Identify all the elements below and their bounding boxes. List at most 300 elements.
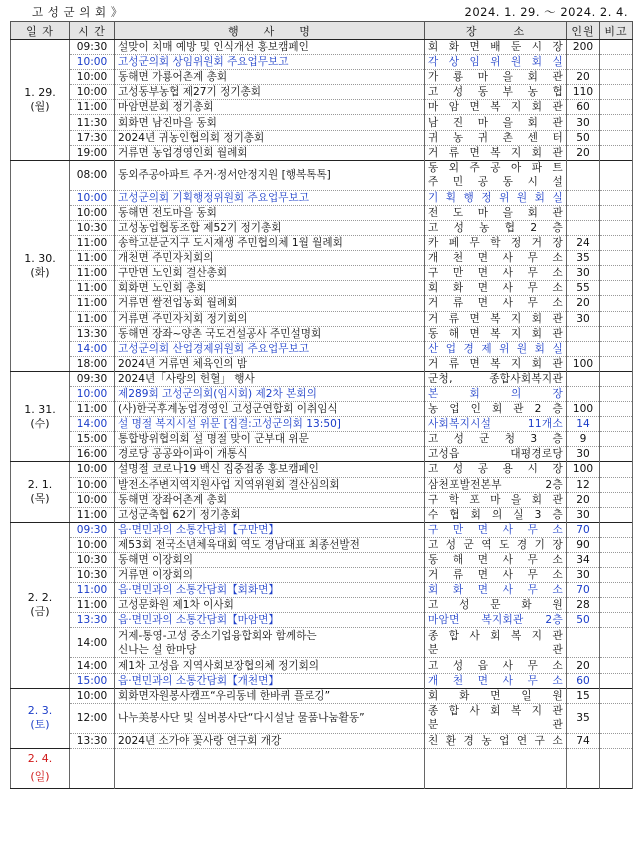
- table-row: [11, 402, 633, 417]
- weekday-label: (월): [30, 99, 50, 113]
- event-cell: 읍·면민과의 소통간담회【마암면】: [115, 613, 425, 628]
- time-cell: 10:00: [70, 492, 115, 507]
- weekday-label: (수): [30, 416, 50, 430]
- count-cell: [567, 160, 600, 190]
- time-cell: 13:30: [70, 613, 115, 628]
- count-cell: 12: [567, 477, 600, 492]
- time-cell: 10:00: [70, 70, 115, 85]
- note-cell: [600, 402, 633, 417]
- venue-cell: 마 암 면 복 지 회 관: [425, 100, 567, 115]
- note-cell: [600, 356, 633, 371]
- date-cell: [11, 748, 70, 788]
- period-range: 2024. 1. 29. ～ 2024. 2. 4.: [464, 5, 628, 19]
- table-row: [11, 522, 633, 537]
- event-cell: 고성문화원 제1차 이사회: [115, 598, 425, 613]
- table-row: [11, 55, 633, 70]
- event-cell: 설 명절 복지시설 위문 [집결:고성군의회 13:50]: [115, 417, 425, 432]
- venue-cell: 회 화 면 사 무 소: [425, 281, 567, 296]
- note-cell: [600, 85, 633, 100]
- note-cell: [600, 748, 633, 788]
- note-cell: [600, 537, 633, 552]
- event-cell: 읍·면민과의 소통간담회【회화면】: [115, 583, 425, 598]
- event-cell: 고성농업협동조합 제52기 정기총회: [115, 220, 425, 235]
- table-row: [11, 386, 633, 401]
- org-title: 고 성 군 의 회 》: [32, 5, 123, 19]
- table-row: [11, 160, 633, 190]
- time-cell: 11:00: [70, 281, 115, 296]
- header-note: 비고: [600, 22, 633, 40]
- venue-cell: 회 화 면 일 원: [425, 688, 567, 703]
- time-cell: 09:30: [70, 522, 115, 537]
- weekday-label: (금): [30, 605, 50, 619]
- event-cell: 제289회 고성군의회(임시회) 제2차 본회의: [115, 386, 425, 401]
- event-cell: 동해면 이장회의: [115, 553, 425, 568]
- count-cell: 30: [567, 115, 600, 130]
- count-cell: 20: [567, 658, 600, 673]
- event-cell: 고성군의회 산업경제위원회 주요업무보고: [115, 341, 425, 356]
- note-cell: [600, 70, 633, 85]
- date-cell: [11, 688, 70, 748]
- event-cell: 거류면 주민자치회 정기회의: [115, 311, 425, 326]
- note-cell: [600, 522, 633, 537]
- table-row: [11, 115, 633, 130]
- time-cell: 10:30: [70, 553, 115, 568]
- venue-cell: 친 환 경 농 업 연 구 소: [425, 733, 567, 748]
- table-row: [11, 658, 633, 673]
- venue-cell: 고 성 군 청 3 층: [425, 432, 567, 447]
- event-cell: 회화면자원봉사캠프“우리동네 한바퀴 플로깅”: [115, 688, 425, 703]
- count-cell: 20: [567, 70, 600, 85]
- count-cell: 200: [567, 40, 600, 55]
- count-cell: 100: [567, 462, 600, 477]
- venue-cell: 구 만 면 사 무 소: [425, 522, 567, 537]
- count-cell: [567, 326, 600, 341]
- event-cell: 읍·면민과의 소통간담회【개천면】: [115, 673, 425, 688]
- event-cell: 고성동부농협 제27기 정기총회: [115, 85, 425, 100]
- time-cell: 11:00: [70, 402, 115, 417]
- table-row: [11, 100, 633, 115]
- venue-cell: 각 상 임 위 원 회 실: [425, 55, 567, 70]
- weekday-label: (일): [30, 770, 50, 784]
- note-cell: [600, 703, 633, 733]
- note-cell: [600, 115, 633, 130]
- note-cell: [600, 55, 633, 70]
- venue-cell: 기 획 행 정 위 원 회 실: [425, 190, 567, 205]
- schedule-table: [10, 21, 633, 789]
- count-cell: [567, 371, 600, 386]
- note-cell: [600, 341, 633, 356]
- count-cell: 110: [567, 85, 600, 100]
- count-cell: 30: [567, 266, 600, 281]
- count-cell: 60: [567, 100, 600, 115]
- venue-cell: 귀 농 귀 촌 센 터: [425, 130, 567, 145]
- event-cell: 거류면 농업경영인회 월례회: [115, 145, 425, 160]
- time-cell: 17:30: [70, 130, 115, 145]
- time-cell: [70, 748, 115, 788]
- table-row: [11, 326, 633, 341]
- table-row: [11, 296, 633, 311]
- venue-line: 분 관: [428, 719, 563, 732]
- event-cell: 설명절 코로나19 백신 집중접종 홍보캠페인: [115, 462, 425, 477]
- venue-cell: [425, 703, 567, 733]
- note-cell: [600, 688, 633, 703]
- event-cell: 읍·면민과의 소통간담회【구만면】: [115, 522, 425, 537]
- venue-cell: 농 업 인 회 관 2 층: [425, 402, 567, 417]
- venue-cell: 고성읍 대평경로당: [425, 447, 567, 462]
- time-cell: 18:00: [70, 356, 115, 371]
- event-cell: 구만면 노인회 결산총회: [115, 266, 425, 281]
- event-cell: 나누美봉사단 및 실버봉사단“다시설날 물품나눔활동”: [115, 703, 425, 733]
- count-cell: 9: [567, 432, 600, 447]
- event-cell: 회화면 남진마을 동회: [115, 115, 425, 130]
- date-cell: [11, 522, 70, 688]
- venue-cell: [425, 160, 567, 190]
- time-cell: 11:00: [70, 598, 115, 613]
- count-cell: [567, 55, 600, 70]
- header-venue: 장 소: [425, 22, 567, 40]
- time-cell: 09:30: [70, 371, 115, 386]
- time-cell: 11:00: [70, 583, 115, 598]
- table-row: [11, 462, 633, 477]
- table-row: [11, 492, 633, 507]
- venue-cell: 동 해 면 복 지 회 관: [425, 326, 567, 341]
- note-cell: [600, 311, 633, 326]
- event-cell: [115, 748, 425, 788]
- table-row: [11, 130, 633, 145]
- note-cell: [600, 371, 633, 386]
- count-cell: 60: [567, 673, 600, 688]
- table-row: [11, 341, 633, 356]
- event-cell: 거류면 이장회의: [115, 568, 425, 583]
- table-row: [11, 628, 633, 658]
- venue-cell: 전 도 마 을 회 관: [425, 205, 567, 220]
- note-cell: [600, 205, 633, 220]
- table-row: [11, 688, 633, 703]
- time-cell: 10:00: [70, 190, 115, 205]
- time-cell: 19:00: [70, 145, 115, 160]
- time-cell: 11:00: [70, 236, 115, 251]
- date-cell: [11, 40, 70, 161]
- venue-cell: [425, 628, 567, 658]
- event-cell: 2024년 귀농인협의회 정기총회: [115, 130, 425, 145]
- note-cell: [600, 220, 633, 235]
- table-row: [11, 537, 633, 552]
- venue-cell: 거 류 면 복 지 회 관: [425, 311, 567, 326]
- event-cell: 제1차 고성읍 지역사회보장협의체 정기회의: [115, 658, 425, 673]
- count-cell: 30: [567, 311, 600, 326]
- date-label: 2. 3.: [27, 704, 53, 718]
- time-cell: 10:30: [70, 568, 115, 583]
- venue-cell: 마암면 복지회관 2층: [425, 613, 567, 628]
- note-cell: [600, 507, 633, 522]
- table-row: [11, 40, 633, 55]
- event-cell: 마암면분회 정기총회: [115, 100, 425, 115]
- time-cell: 11:00: [70, 251, 115, 266]
- note-cell: [600, 673, 633, 688]
- event-cell: 동외주공아파트 주거·정서안정지원 [행복톡톡]: [115, 160, 425, 190]
- table-row: [11, 251, 633, 266]
- date-cell: [11, 462, 70, 522]
- event-cell: [115, 628, 425, 658]
- table-row: [11, 205, 633, 220]
- venue-cell: 고 성 공 용 시 장: [425, 462, 567, 477]
- weekday-label: (목): [30, 492, 50, 506]
- venue-cell: 본 회 의 장: [425, 386, 567, 401]
- table-row: [11, 447, 633, 462]
- venue-cell: 산 업 경 제 위 원 회 실: [425, 341, 567, 356]
- venue-line: 종 합 사 회 복 지 관: [428, 705, 563, 718]
- event-cell: 제53회 전국소년체육대회 역도 경남대표 최종선발전: [115, 537, 425, 552]
- event-cell: 송학고분군지구 도시재생 주민협의체 1월 월례회: [115, 236, 425, 251]
- date-label: 2. 4.: [27, 752, 53, 766]
- note-cell: [600, 236, 633, 251]
- venue-cell: 거 류 면 사 무 소: [425, 296, 567, 311]
- table-row: [11, 598, 633, 613]
- date-label: 1. 31.: [24, 402, 56, 416]
- table-row: [11, 371, 633, 386]
- table-row: [11, 145, 633, 160]
- event-cell: 고성군축협 62기 정기총회: [115, 507, 425, 522]
- venue-cell: 삼천포발전본부 2층: [425, 477, 567, 492]
- note-cell: [600, 477, 633, 492]
- note-cell: [600, 386, 633, 401]
- venue-cell: 고 성 문 화 원: [425, 598, 567, 613]
- header-date: 일 자: [11, 22, 70, 40]
- count-cell: 24: [567, 236, 600, 251]
- venue-cell: 고 성 군 역 도 경 기 장: [425, 537, 567, 552]
- count-cell: [567, 341, 600, 356]
- note-cell: [600, 432, 633, 447]
- venue-cell: 수 협 회 의 실 3 층: [425, 507, 567, 522]
- note-cell: [600, 326, 633, 341]
- event-cell: 고성군의회 상임위원회 주요업무보고: [115, 55, 425, 70]
- event-cell: 2024년 소가야 꽃사랑 연구회 개강: [115, 733, 425, 748]
- venue-cell: 고 성 농 협 2 층: [425, 220, 567, 235]
- note-cell: [600, 598, 633, 613]
- schedule-body: [11, 40, 633, 789]
- time-cell: 14:00: [70, 628, 115, 658]
- event-cell: (사)한국후계농업경영인 고성군연합회 이취임식: [115, 402, 425, 417]
- time-cell: 09:30: [70, 40, 115, 55]
- time-cell: 10:00: [70, 477, 115, 492]
- venue-line: 종 합 사 회 복 지 관: [428, 629, 563, 642]
- note-cell: [600, 130, 633, 145]
- event-cell: 2024년 거류면 체육인의 밤: [115, 356, 425, 371]
- time-cell: 10:00: [70, 205, 115, 220]
- venue-cell: 개 천 면 사 무 소: [425, 673, 567, 688]
- table-row: [11, 236, 633, 251]
- venue-cell: 남 진 마 을 회 관: [425, 115, 567, 130]
- table-row: [11, 417, 633, 432]
- event-cell: 회화면 노인회 총회: [115, 281, 425, 296]
- note-cell: [600, 251, 633, 266]
- time-cell: 14:00: [70, 417, 115, 432]
- time-cell: 13:30: [70, 326, 115, 341]
- count-cell: 74: [567, 733, 600, 748]
- note-cell: [600, 447, 633, 462]
- note-cell: [600, 658, 633, 673]
- venue-line: 분 관: [428, 643, 563, 656]
- venue-cell: 카 페 무 학 정 거 장: [425, 236, 567, 251]
- venue-cell: 가 룡 마 을 회 관: [425, 70, 567, 85]
- time-cell: 14:00: [70, 658, 115, 673]
- table-row: [11, 583, 633, 598]
- venue-cell: 거 류 면 복 지 회 관: [425, 145, 567, 160]
- note-cell: [600, 733, 633, 748]
- table-row: [11, 356, 633, 371]
- time-cell: 11:00: [70, 296, 115, 311]
- table-row: [11, 568, 633, 583]
- count-cell: 50: [567, 130, 600, 145]
- note-cell: [600, 628, 633, 658]
- count-cell: 100: [567, 402, 600, 417]
- time-cell: 10:30: [70, 220, 115, 235]
- venue-cell: 거 류 면 복 지 회 관: [425, 356, 567, 371]
- table-row: [11, 553, 633, 568]
- event-cell: 2024년「사랑의 헌혈」 행사: [115, 371, 425, 386]
- event-cell: 통합방위협의회 설 명절 맞이 군부대 위문: [115, 432, 425, 447]
- time-cell: 10:00: [70, 85, 115, 100]
- count-cell: 100: [567, 356, 600, 371]
- event-cell: 발전소주변지역지원사업 지역위원회 결산심의회: [115, 477, 425, 492]
- table-row: [11, 281, 633, 296]
- empty-day-row: [11, 748, 633, 788]
- count-cell: 28: [567, 598, 600, 613]
- date-label: 2. 1.: [27, 478, 53, 492]
- note-cell: [600, 492, 633, 507]
- note-cell: [600, 100, 633, 115]
- count-cell: [567, 205, 600, 220]
- venue-cell: 회 화 면 배 둔 시 장: [425, 40, 567, 55]
- count-cell: 34: [567, 553, 600, 568]
- count-cell: 30: [567, 447, 600, 462]
- event-cell: 설맞이 치매 예방 및 인식개선 홍보캠페인: [115, 40, 425, 55]
- date-label: 2. 2.: [27, 591, 53, 605]
- count-cell: 50: [567, 613, 600, 628]
- note-cell: [600, 613, 633, 628]
- time-cell: 16:00: [70, 447, 115, 462]
- note-cell: [600, 160, 633, 190]
- header-time: 시 간: [70, 22, 115, 40]
- note-cell: [600, 553, 633, 568]
- table-row: [11, 733, 633, 748]
- venue-line: 주 민 공 동 시 설: [428, 176, 563, 189]
- table-row: [11, 220, 633, 235]
- count-cell: 35: [567, 703, 600, 733]
- count-cell: 20: [567, 492, 600, 507]
- event-cell: 동해면 가룡어촌계 총회: [115, 70, 425, 85]
- count-cell: [567, 220, 600, 235]
- venue-cell: 구 학 포 마 을 회 관: [425, 492, 567, 507]
- time-cell: 10:00: [70, 537, 115, 552]
- venue-cell: [425, 748, 567, 788]
- venue-cell: 군청, 종합사회복지관: [425, 371, 567, 386]
- count-cell: 15: [567, 688, 600, 703]
- time-cell: 11:30: [70, 115, 115, 130]
- venue-cell: 고 성 읍 사 무 소: [425, 658, 567, 673]
- venue-cell: 사회복지시설 11개소: [425, 417, 567, 432]
- time-cell: 12:00: [70, 703, 115, 733]
- note-cell: [600, 40, 633, 55]
- venue-cell: 회 화 면 사 무 소: [425, 583, 567, 598]
- weekday-label: (화): [30, 265, 50, 279]
- time-cell: 15:00: [70, 673, 115, 688]
- time-cell: 14:00: [70, 341, 115, 356]
- table-row: [11, 70, 633, 85]
- note-cell: [600, 281, 633, 296]
- time-cell: 11:00: [70, 266, 115, 281]
- num-cell: [567, 748, 600, 788]
- table-row: [11, 266, 633, 281]
- header-count: 인원: [567, 22, 600, 40]
- event-cell: 거류면 쌀전업농회 월례회: [115, 296, 425, 311]
- date-label: 1. 30.: [24, 251, 56, 265]
- count-cell: 70: [567, 583, 600, 598]
- time-cell: 10:00: [70, 386, 115, 401]
- table-row: [11, 507, 633, 522]
- note-cell: [600, 145, 633, 160]
- weekday-label: (토): [30, 718, 50, 732]
- title-row: [10, 5, 632, 21]
- venue-cell: 거 류 면 사 무 소: [425, 568, 567, 583]
- count-cell: 30: [567, 568, 600, 583]
- event-cell: 동해면 장좌어촌계 총회: [115, 492, 425, 507]
- table-row: [11, 432, 633, 447]
- count-cell: 20: [567, 296, 600, 311]
- venue-cell: 구 만 면 사 무 소: [425, 266, 567, 281]
- header-event: 행 사 명: [115, 22, 425, 40]
- time-cell: 11:00: [70, 311, 115, 326]
- table-row: [11, 85, 633, 100]
- date-cell: [11, 160, 70, 371]
- event-cell: 고성군의회 기획행정위원회 주요업무보고: [115, 190, 425, 205]
- count-cell: 14: [567, 417, 600, 432]
- table-header-row: [11, 22, 633, 40]
- note-cell: [600, 462, 633, 477]
- table-row: [11, 673, 633, 688]
- time-cell: 10:00: [70, 462, 115, 477]
- note-cell: [600, 190, 633, 205]
- note-cell: [600, 266, 633, 281]
- date-cell: [11, 371, 70, 462]
- time-cell: 10:00: [70, 55, 115, 70]
- note-cell: [600, 568, 633, 583]
- event-cell: 동해면 장좌~양촌 국도건설공사 주민설명회: [115, 326, 425, 341]
- table-row: [11, 190, 633, 205]
- note-cell: [600, 583, 633, 598]
- venue-cell: 개 천 면 사 무 소: [425, 251, 567, 266]
- venue-cell: 고 성 동 부 농 협: [425, 85, 567, 100]
- venue-cell: 동 해 면 사 무 소: [425, 553, 567, 568]
- time-cell: 11:00: [70, 100, 115, 115]
- count-cell: 90: [567, 537, 600, 552]
- table-row: [11, 477, 633, 492]
- time-cell: 13:30: [70, 733, 115, 748]
- count-cell: [567, 190, 600, 205]
- event-cell: 동해면 전도마을 동회: [115, 205, 425, 220]
- date-label: 1. 29.: [24, 85, 56, 99]
- note-cell: [600, 417, 633, 432]
- count-cell: 35: [567, 251, 600, 266]
- time-cell: 15:00: [70, 432, 115, 447]
- note-cell: [600, 296, 633, 311]
- count-cell: 30: [567, 507, 600, 522]
- table-row: [11, 311, 633, 326]
- count-cell: 70: [567, 522, 600, 537]
- time-cell: 08:00: [70, 160, 115, 190]
- event-line: 신나는 설 한마당: [118, 643, 197, 656]
- count-cell: 55: [567, 281, 600, 296]
